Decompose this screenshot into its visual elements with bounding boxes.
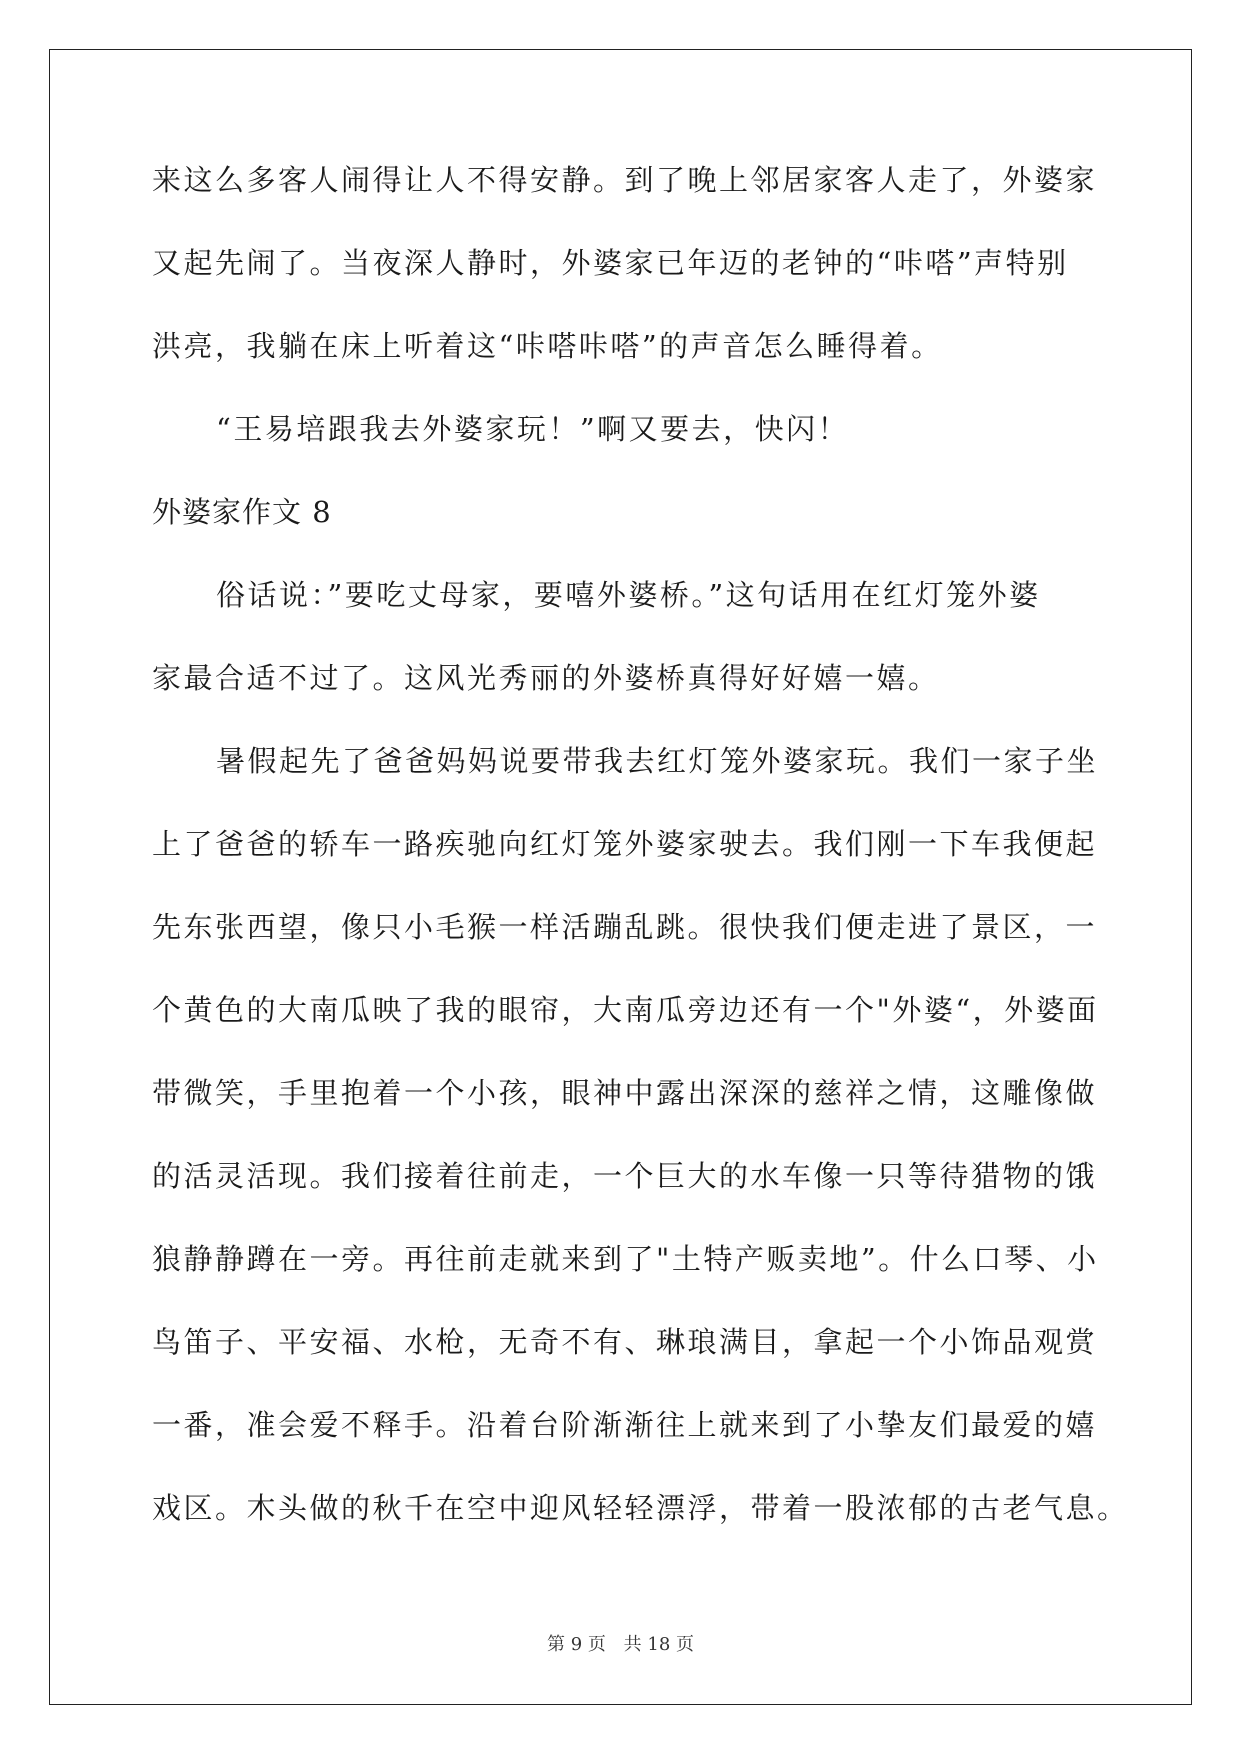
section-heading: 外婆家作文 8 bbox=[152, 495, 332, 529]
paragraph-line: 个黄色的大南瓜映了我的眼帘，大南瓜旁边还有一个"外婆“，外婆面 bbox=[152, 993, 1099, 1027]
paragraph-line: “王易培跟我去外婆家玩！”啊又要去，快闪！ bbox=[216, 412, 850, 446]
paragraph-line: 戏区。木头做的秋千在空中迎风轻轻漂浮，带着一股浓郁的古老气息。 bbox=[152, 1491, 1129, 1525]
paragraph-line: 先东张西望，像只小毛猴一样活蹦乱跳。很快我们便走进了景区，一 bbox=[152, 910, 1098, 944]
document-body bbox=[152, 160, 1129, 1571]
paragraph-line: 来这么多客人闹得让人不得安静。到了晚上邻居家客人走了，外婆家 bbox=[152, 163, 1098, 197]
paragraph-line: 暑假起先了爸爸妈妈说要带我去红灯笼外婆家玩。我们一家子坐 bbox=[216, 744, 1099, 778]
page-footer bbox=[0, 1630, 1241, 1656]
paragraph-line: 俗话说：”要吃丈母家，要嘻外婆桥。”这句话用在红灯笼外婆 bbox=[216, 578, 1041, 612]
paragraph-line: 家最合适不过了。这风光秀丽的外婆桥真得好好嬉一嬉。 bbox=[152, 661, 940, 695]
paragraph-line: 狼静静蹲在一旁。再往前走就来到了"土特产贩卖地”。什么口琴、小 bbox=[152, 1242, 1099, 1276]
page-number: 第 9 页 bbox=[547, 1634, 606, 1655]
paragraph-line: 洪亮，我躺在床上听着这“咔嗒咔嗒”的声音怎么睡得着。 bbox=[152, 329, 943, 363]
paragraph-line: 的活灵活现。我们接着往前走，一个巨大的水车像一只等待猎物的饿 bbox=[152, 1159, 1098, 1193]
page-total: 共 18 页 bbox=[623, 1634, 694, 1655]
paragraph-line: 一番，准会爱不释手。沿着台阶渐渐往上就来到了小挚友们最爱的嬉 bbox=[152, 1408, 1098, 1442]
paragraph-line: 带微笑，手里抱着一个小孩，眼神中露出深深的慈祥之情，这雕像做 bbox=[152, 1076, 1098, 1110]
paragraph-line: 上了爸爸的轿车一路疾驰向红灯笼外婆家驶去。我们刚一下车我便起 bbox=[152, 827, 1098, 861]
paragraph-line: 又起先闹了。当夜深人静时，外婆家已年迈的老钟的“咔嗒”声特别 bbox=[152, 246, 1069, 280]
paragraph-line: 鸟笛子、平安福、水枪，无奇不有、琳琅满目，拿起一个小饰品观赏 bbox=[152, 1325, 1098, 1359]
